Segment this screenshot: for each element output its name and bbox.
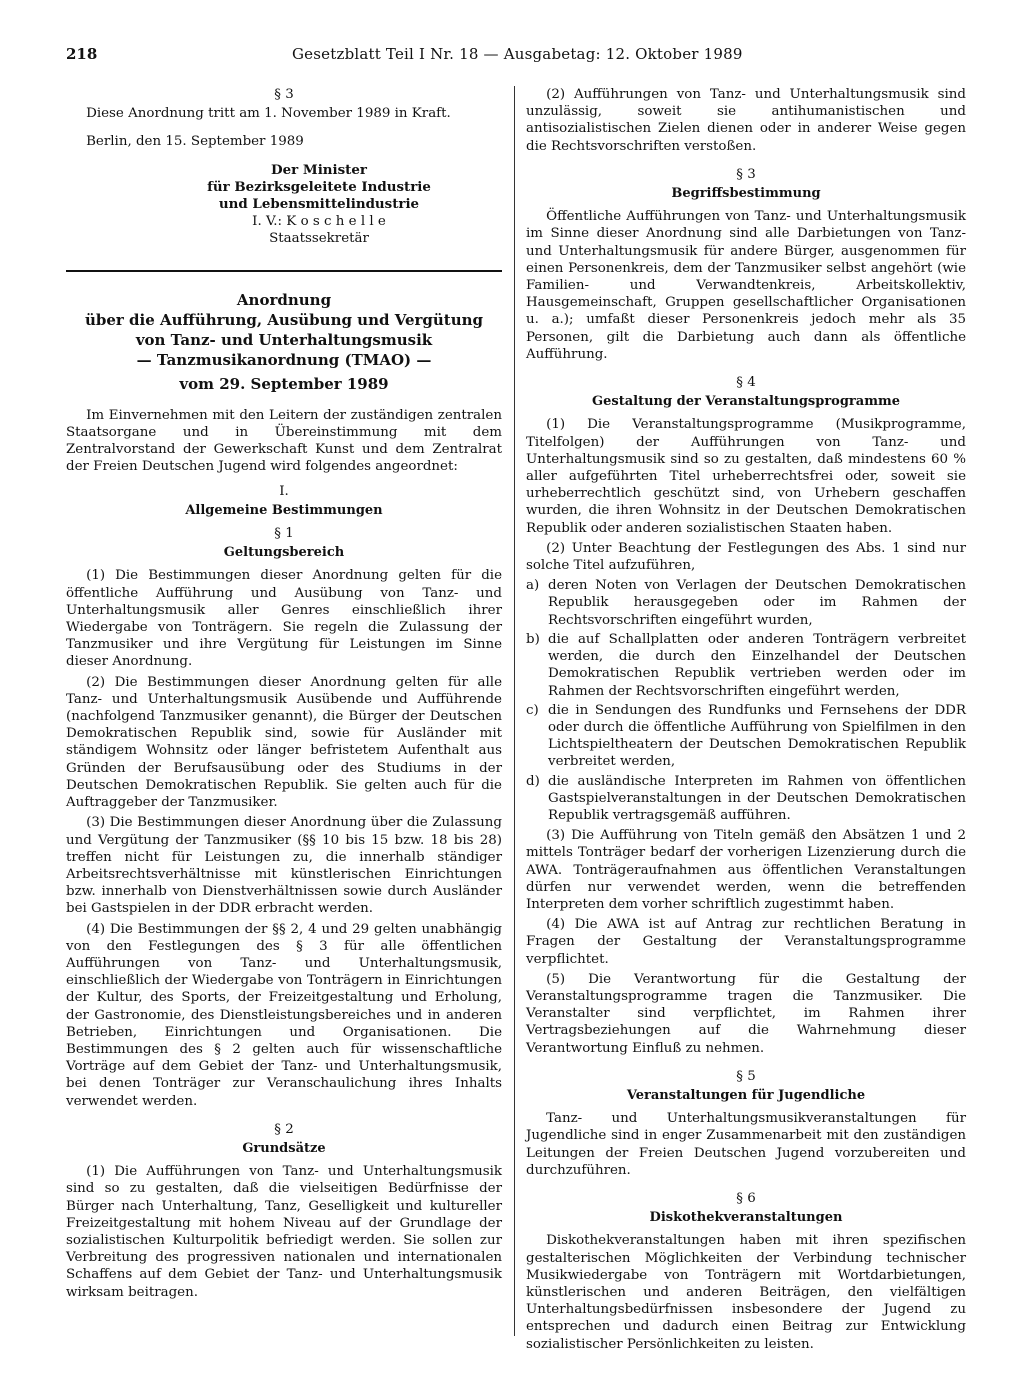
right-column — [526, 86, 966, 1356]
left-column — [66, 86, 502, 1304]
decree-title — [66, 290, 502, 370]
preamble: Im Einvernehmen mit den Leitern der zuständigen zentralen Staatsorgane und in Übereinstimmung mit dem Zentralvorstand der Gewerkschaft Kunst und dem Zentralrat der Freien Deutschen Jugend wird folgendes angeordnet: — [66, 407, 502, 475]
signature-block — [136, 162, 502, 248]
section-2-para-2: (2) Aufführungen von Tanz- und Unterhaltungsmusik sind unzulässig, soweit sie antihumanistischen und antisozialistischen Zielen dienen oder in anderer Weise gegen die Rechtsvorschriften verstoßen. — [526, 87, 966, 154]
section-5-title: Veranstaltungen für Jugendliche — [626, 1087, 866, 1103]
list-item-text: die in Sendungen des Rundfunks und Fernsehens der DDR oder durch die öffentliche Aufführung von Spielfilmen in den Lichtspieltheatern der Deutschen Demokratischen Republik verbreitet werden, — [548, 702, 966, 770]
list-item-mark: a) — [526, 578, 540, 594]
part-number: I. — [279, 483, 289, 499]
section-1-title: Geltungsbereich — [223, 545, 345, 561]
list-item — [526, 577, 966, 629]
section-4-para-5: (5) Die Verantwortung für die Gestaltung der Veranstaltungsprogramme tragen die Tanzmusiker. Die Veranstalter sind verpflichtet, im Rahmen ihrer Vertragsbeziehungen auf die Wahrnehmung dieser Verantwortung Einfluß zu nehmen. — [526, 971, 966, 1056]
list-item — [526, 702, 966, 771]
section-6-mark: § 6 — [736, 1190, 756, 1206]
section-3-mark: § 3 — [736, 166, 756, 182]
section-1-para-2: (2) Die Bestimmungen dieser Anordnung gelten für alle Tanz- und Unterhaltungsmusik Ausübende und Aufführende (nachfolgend Tanzmusiker genannt), die Bürger der Deutschen Demokratischen Republik sind, sowie für Ausländer mit ständigem Wohnsitz oder länger befristetem Aufenthalt aus Gründen der Berufsausübung oder des Studiums in der Deutschen Demokratischen Republik. Sie gelten auch für die Auftraggeber der Tanzmusiker. — [66, 674, 502, 811]
section-4-mark: § 4 — [736, 375, 756, 391]
section-1-para-1: (1) Die Bestimmungen dieser Anordnung gelten für die öffentliche Aufführung und Ausübung von Tanz- und Unterhaltungsmusik aller Genres einschließlich ihrer Wiedergabe von Tonträgern. Sie regeln die Zulassung der Tanzmusiker und ihre Vergütung für Leistungen im Sinne dieser Anordnung. — [66, 568, 502, 670]
decree-title-line-1: Anordnung — [236, 290, 332, 309]
section-4-para-2: (2) Unter Beachtung der Festlegungen des Abs. 1 sind nur solche Titel aufzuführen, — [526, 540, 966, 574]
list-item-mark: c) — [526, 702, 539, 718]
section-6-para-1: Diskothekveranstaltungen haben mit ihren spezifischen gestalterischen Möglichkeiten der Verbindung technischer Musikwiedergabe von Tonträgern mit Wortdarbietungen, künstlerischen und anderen Beiträgen, den vielfältigen Unterhaltungsbedürfnissen insbesondere der Jugend zu entsprechen und dadurch einen Beitrag zur Entwicklung sozialistischer Persönlichkeiten zu leisten. — [526, 1233, 966, 1352]
section-1-para-4: (4) Die Bestimmungen der §§ 2, 4 und 29 gelten unabhängig von den Festlegungen des § 3 für alle öffentlichen Aufführungen von Tanz- und Unterhaltungsmusik, einschließlich der Wiedergabe von Tonträgern in Einrichtungen der Kultur, des Sports, der Freizeitgestaltung und Erholung, der Gastronomie, des Dienstleistungsbereiches und in anderen Betrieben, Einrichtungen und Organisationen. Die Bestimmungen des § 2 gelten auch für wissenschaftliche Vorträge auf dem Gebiet der Tanz- und Unterhaltungsmusik, bei denen Tonträger zur Veranschaulichung ihres Inhalts verwendet werden. — [66, 921, 502, 1109]
section-6-title: Diskothekveranstaltungen — [649, 1210, 843, 1226]
section-4-para-4: (4) Die AWA ist auf Antrag zur rechtlichen Beratung in Fragen der Gestaltung der Veranstaltungsprogramme verpflichtet. — [526, 917, 966, 967]
decree-title-line-2: über die Aufführung, Ausübung und Vergütung — [84, 310, 484, 329]
section-1-mark: § 1 — [274, 526, 294, 542]
section-5-mark: § 5 — [736, 1068, 756, 1084]
part-title: Allgemeine Bestimmungen — [185, 502, 383, 518]
decree-date: vom 29. September 1989 — [179, 374, 389, 393]
section-3-title: Begriffsbestimmung — [671, 186, 821, 202]
prev-section-text: Diese Anordnung tritt am 1. November 1989 in Kraft. — [86, 106, 451, 122]
section-4-list — [526, 577, 966, 824]
list-item-text: die ausländische Interpreten im Rahmen von öffentlichen Gastspielveranstaltungen in der Deutschen Demokratischen Republik vertragsgemäß aufführen. — [548, 773, 966, 823]
list-item — [526, 773, 966, 825]
page-header-title: Gesetzblatt Teil I Nr. 18 — Ausgabetag: 12. Oktober 1989 — [292, 45, 743, 63]
list-item-mark: b) — [526, 631, 540, 647]
signature-line-4: I. V.: K o s c h e l l e — [252, 214, 386, 230]
signature-line-2: für Bezirksgeleitete Industrie — [207, 178, 431, 195]
signature-line-3: und Lebensmittelindustrie — [218, 196, 420, 213]
decree-title-line-3: von Tanz- und Unterhaltungsmusik — [135, 330, 433, 349]
list-item — [526, 631, 966, 700]
section-5-para-1: Tanz- und Unterhaltungsmusikveranstaltungen für Jugendliche sind in enger Zusammenarbeit mit den zuständigen Leitungen der Freien Deutschen Jugend vorzubereiten und durchzuführen. — [526, 1111, 966, 1178]
column-divider — [514, 86, 515, 1336]
section-4-para-3: (3) Die Aufführung von Titeln gemäß den Absätzen 1 und 2 mittels Tonträger bedarf der vorherigen Lizenzierung durch die AWA. Tonträgeraufnahmen aus öffentlichen Veranstaltungen dürfen nur verwendet werden, wenn die betreffenden Interpreten dem vorher schriftlich zugestimmt haben. — [526, 828, 966, 912]
section-4-title: Gestaltung der Veranstaltungsprogramme — [592, 394, 900, 410]
section-2-title: Grundsätze — [242, 1140, 326, 1156]
signature-line-5: Staatssekretär — [269, 231, 369, 247]
list-item-text: deren Noten von Verlagen der Deutschen Demokratischen Republik herausgegeben oder im Rahmen der Rechtsvorschriften eingeführt wurden, — [548, 578, 966, 628]
horizontal-rule — [66, 270, 502, 272]
list-item-mark: d) — [526, 773, 540, 789]
section-2-para-1: (1) Die Aufführungen von Tanz- und Unterhaltungsmusik sind so zu gestalten, daß die vielseitigen Bedürfnisse der Bürger nach Unterhaltung, Tanz, Geselligkeit und kultureller Freizeitgestaltung mit hohem Niveau auf der Grundlage der sozialistischen Kulturpolitik befriedigt werden. Sie sollen zur Verbreitung des progressiven nationalen und internationalen Schaffens auf dem Gebiet der Tanz- und Unterhaltungsmusik wirksam beitragen. — [66, 1164, 502, 1300]
prev-section-mark: § 3 — [274, 87, 294, 102]
section-3-para-1: Öffentliche Aufführungen von Tanz- und Unterhaltungsmusik im Sinne dieser Anordnung sind alle Darbietungen von Tanz- und Unterhaltungsmusik für andere Bürger, ausgenommen für einen Personenkreis, dem der Tanzmusiker selbst angehört (wie Familien- und Verwandtenkreis, Arbeitskollektiv, Hausgemeinschaft, Gruppen gesellschaftlicher Organisationen u. a.); umfaßt dieser Personenkreis jedoch mehr als 35 Personen, gilt die Darbietung auch dann als öffentliche Aufführung. — [526, 209, 966, 362]
page-number: 218 — [66, 45, 98, 63]
list-item-text: die auf Schallplatten oder anderen Tonträgern verbreitet werden, die durch den Einzelhandel der Deutschen Demokratischen Republik vertrieben werden oder im Rahmen der Rechtsvorschriften eingeführt werden, — [548, 631, 966, 699]
place-date: Berlin, den 15. September 1989 — [86, 134, 304, 150]
section-4-para-1: (1) Die Veranstaltungsprogramme (Musikprogramme, Titelfolgen) der Aufführungen von Tanz- und Unterhaltungsmusik sind so zu gestalten, daß mindestens 60 % aller aufgeführten Titel urheberrechtsfrei oder, soweit sie urheberrechtlich geschützt sind, von Urhebern geschaffen wurden, die ihren Wohnsitz in der Deutschen Demokratischen Republik oder anderen sozialistischen Staaten haben. — [526, 417, 966, 536]
decree-title-line-4: — Tanzmusikanordnung (TMAO) — — [136, 350, 432, 369]
section-2-mark: § 2 — [274, 1121, 294, 1137]
section-1-para-3: (3) Die Bestimmungen dieser Anordnung über die Zulassung und Vergütung der Tanzmusiker (§§ 10 bis 15 bzw. 18 bis 28) treffen nicht für Leistungen zu, die innerhalb ständiger Arbeitsrechtsverhältnisse mit künstlerischen Einrichtungen bzw. innerhalb von Dienstverhältnissen sowie durch Ausländer bei Gastspielen in der DDR erbracht werden. — [66, 815, 502, 917]
signature-line-1: Der Minister — [271, 161, 367, 178]
